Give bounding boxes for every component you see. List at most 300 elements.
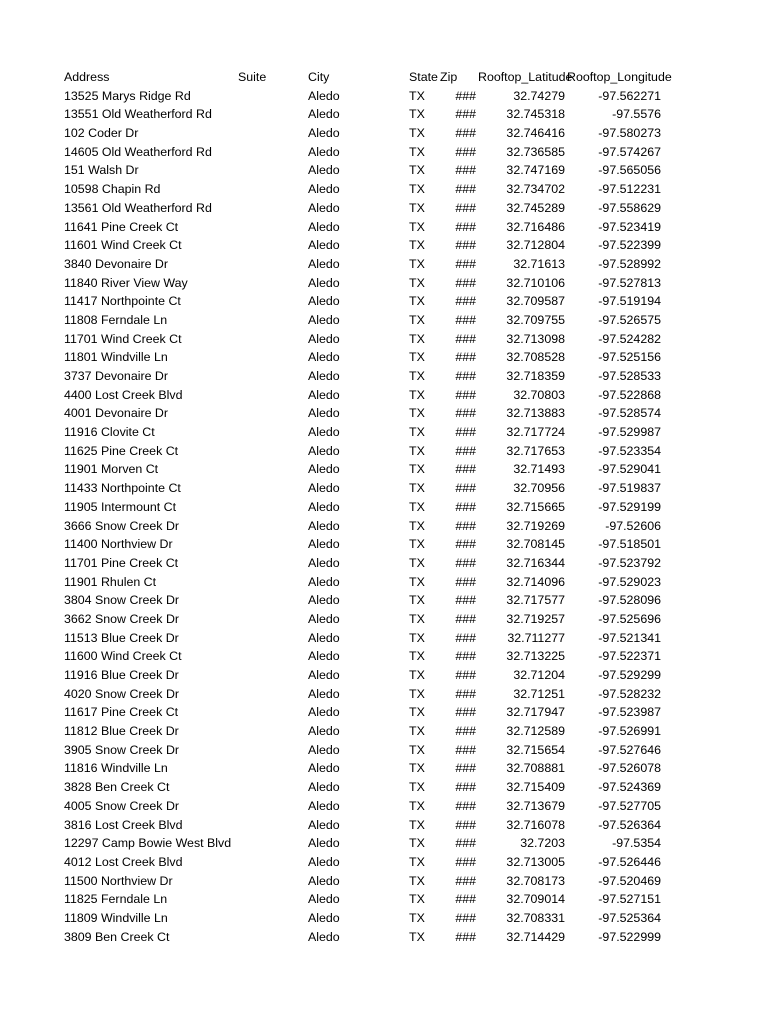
cell-latitude[interactable]: 32.709755: [506, 312, 565, 327]
cell-longitude[interactable]: -97.523354: [598, 443, 661, 458]
cell-longitude[interactable]: -97.520469: [598, 873, 661, 888]
cell-zip[interactable]: ###: [455, 537, 476, 552]
cell-zip[interactable]: ###: [455, 275, 476, 290]
cell-city[interactable]: Aledo: [308, 107, 340, 122]
cell-city[interactable]: Aledo: [308, 742, 340, 757]
cell-zip[interactable]: ###: [455, 742, 476, 757]
cell-longitude[interactable]: -97.526575: [598, 312, 661, 327]
cell-suite[interactable]: [238, 685, 304, 704]
cell-address[interactable]: 13525 Marys Ridge Rd: [64, 88, 191, 103]
cell-address[interactable]: 3905 Snow Creek Dr: [64, 742, 180, 757]
cell-state[interactable]: TX: [409, 406, 425, 421]
cell-city[interactable]: Aledo: [308, 294, 340, 309]
cell-zip[interactable]: ###: [455, 144, 476, 159]
cell-city[interactable]: Aledo: [308, 761, 340, 776]
cell-longitude[interactable]: -97.512231: [598, 182, 661, 197]
cell-longitude[interactable]: -97.529987: [598, 425, 661, 440]
cell-longitude[interactable]: -97.524369: [598, 780, 661, 795]
cell-address[interactable]: 14605 Old Weatherford Rd: [64, 144, 212, 159]
cell-zip[interactable]: ###: [455, 873, 476, 888]
cell-city[interactable]: Aledo: [308, 910, 340, 925]
cell-city[interactable]: Aledo: [308, 649, 340, 664]
cell-state[interactable]: TX: [409, 387, 425, 402]
cell-zip[interactable]: ###: [455, 182, 476, 197]
cell-city[interactable]: Aledo: [308, 331, 340, 346]
cell-address[interactable]: 11500 Northview Dr: [64, 873, 173, 888]
cell-latitude[interactable]: 32.71493: [513, 462, 565, 477]
cell-latitude[interactable]: 32.713883: [506, 406, 565, 421]
cell-city[interactable]: Aledo: [308, 537, 340, 552]
cell-address[interactable]: 3816 Lost Creek Blvd: [64, 817, 183, 832]
cell-zip[interactable]: ###: [455, 611, 476, 626]
cell-state[interactable]: TX: [409, 481, 425, 496]
cell-city[interactable]: Aledo: [308, 369, 340, 383]
cell-suite[interactable]: [238, 255, 304, 274]
cell-city[interactable]: Aledo: [308, 705, 340, 720]
cell-suite[interactable]: [238, 928, 304, 947]
cell-state[interactable]: TX: [409, 369, 425, 383]
cell-suite[interactable]: [238, 460, 304, 479]
cell-latitude[interactable]: 32.711277: [507, 630, 565, 645]
cell-city[interactable]: Aledo: [308, 126, 340, 141]
cell-city[interactable]: Aledo: [308, 88, 340, 103]
cell-city[interactable]: Aledo: [308, 686, 340, 701]
cell-address[interactable]: 11812 Blue Creek Dr: [64, 724, 179, 739]
cell-state[interactable]: TX: [409, 668, 425, 682]
cell-suite[interactable]: [238, 834, 304, 853]
header-longitude[interactable]: Rooftop_Longitude: [567, 70, 672, 84]
cell-suite[interactable]: [238, 87, 304, 106]
cell-zip[interactable]: ###: [455, 686, 476, 701]
cell-latitude[interactable]: 32.716486: [506, 219, 565, 234]
cell-city[interactable]: Aledo: [308, 817, 340, 832]
cell-state[interactable]: TX: [409, 574, 425, 589]
cell-longitude[interactable]: -97.519194: [598, 294, 661, 309]
cell-suite[interactable]: [238, 442, 304, 461]
cell-longitude[interactable]: -97.529199: [598, 499, 661, 514]
cell-suite[interactable]: [238, 348, 304, 367]
cell-suite[interactable]: [238, 629, 304, 648]
cell-suite[interactable]: [238, 610, 304, 629]
cell-zip[interactable]: ###: [455, 312, 476, 327]
cell-latitude[interactable]: 32.715409: [506, 780, 565, 795]
cell-zip[interactable]: ###: [455, 462, 476, 477]
cell-state[interactable]: TX: [409, 611, 425, 626]
cell-address[interactable]: 4400 Lost Creek Blvd: [64, 387, 183, 402]
cell-latitude[interactable]: 32.715665: [506, 499, 565, 514]
cell-suite[interactable]: [238, 330, 304, 349]
cell-address[interactable]: 151 Walsh Dr: [64, 163, 139, 178]
cell-suite[interactable]: [238, 236, 304, 255]
cell-zip[interactable]: ###: [455, 443, 476, 458]
cell-longitude[interactable]: -97.580273: [598, 126, 661, 141]
cell-longitude[interactable]: -97.565056: [598, 163, 661, 178]
cell-address[interactable]: 11417 Northpointe Ct: [64, 294, 181, 309]
cell-city[interactable]: Aledo: [308, 798, 340, 813]
cell-suite[interactable]: [238, 180, 304, 199]
cell-suite[interactable]: [238, 535, 304, 554]
cell-longitude[interactable]: -97.526446: [598, 854, 661, 869]
cell-city[interactable]: Aledo: [308, 892, 340, 907]
cell-address[interactable]: 11433 Northpointe Ct: [64, 481, 181, 496]
cell-city[interactable]: Aledo: [308, 312, 340, 327]
cell-state[interactable]: TX: [409, 555, 425, 570]
cell-suite[interactable]: [238, 890, 304, 909]
cell-state[interactable]: TX: [409, 294, 425, 309]
cell-latitude[interactable]: 32.71613: [513, 256, 565, 271]
cell-suite[interactable]: [238, 274, 304, 293]
cell-suite[interactable]: [238, 143, 304, 162]
cell-state[interactable]: TX: [409, 836, 425, 851]
cell-latitude[interactable]: 32.718359: [506, 369, 565, 383]
cell-address[interactable]: 12297 Camp Bowie West Blvd: [64, 836, 232, 851]
cell-suite[interactable]: [238, 367, 304, 386]
cell-latitude[interactable]: 32.713679: [506, 798, 565, 813]
cell-address[interactable]: 11601 Wind Creek Ct: [64, 238, 182, 253]
cell-longitude[interactable]: -97.528574: [598, 406, 661, 421]
cell-city[interactable]: Aledo: [308, 481, 340, 496]
cell-suite[interactable]: [238, 647, 304, 666]
cell-zip[interactable]: ###: [455, 817, 476, 832]
cell-latitude[interactable]: 32.708173: [506, 873, 565, 888]
cell-suite[interactable]: [238, 199, 304, 218]
cell-zip[interactable]: ###: [455, 649, 476, 664]
cell-suite[interactable]: [238, 498, 304, 517]
cell-longitude[interactable]: -97.524282: [598, 331, 661, 346]
cell-latitude[interactable]: 32.708528: [506, 350, 565, 365]
cell-longitude[interactable]: -97.522868: [598, 387, 661, 402]
cell-state[interactable]: TX: [409, 724, 425, 739]
cell-state[interactable]: TX: [409, 649, 425, 664]
cell-suite[interactable]: [238, 759, 304, 778]
cell-suite[interactable]: [238, 479, 304, 498]
cell-latitude[interactable]: 32.717724: [506, 425, 565, 440]
cell-latitude[interactable]: 32.712804: [506, 238, 565, 253]
cell-city[interactable]: Aledo: [308, 462, 340, 477]
cell-state[interactable]: TX: [409, 331, 425, 346]
cell-suite[interactable]: [238, 853, 304, 872]
cell-address[interactable]: 3737 Devonaire Dr: [64, 369, 169, 383]
cell-state[interactable]: TX: [409, 761, 425, 776]
cell-suite[interactable]: [238, 292, 304, 311]
cell-longitude[interactable]: -97.518501: [598, 537, 661, 552]
cell-longitude[interactable]: -97.529299: [598, 668, 661, 682]
cell-state[interactable]: TX: [409, 910, 425, 925]
cell-address[interactable]: 10598 Chapin Rd: [64, 182, 161, 197]
cell-suite[interactable]: [238, 218, 304, 237]
cell-state[interactable]: TX: [409, 873, 425, 888]
cell-city[interactable]: Aledo: [308, 499, 340, 514]
cell-city[interactable]: Aledo: [308, 854, 340, 869]
cell-latitude[interactable]: 32.715654: [506, 742, 565, 757]
cell-latitude[interactable]: 32.70803: [513, 387, 565, 402]
cell-longitude[interactable]: -97.52606: [605, 518, 661, 533]
cell-city[interactable]: Aledo: [308, 425, 340, 440]
cell-zip[interactable]: ###: [455, 425, 476, 440]
cell-state[interactable]: TX: [409, 144, 425, 159]
cell-latitude[interactable]: 32.709587: [506, 294, 565, 309]
cell-city[interactable]: Aledo: [308, 724, 340, 739]
cell-zip[interactable]: ###: [455, 836, 476, 851]
cell-zip[interactable]: ###: [455, 555, 476, 570]
cell-latitude[interactable]: 32.71204: [513, 668, 565, 682]
cell-address[interactable]: 11701 Pine Creek Ct: [64, 555, 179, 570]
cell-zip[interactable]: ###: [455, 107, 476, 122]
cell-state[interactable]: TX: [409, 425, 425, 440]
cell-state[interactable]: TX: [409, 443, 425, 458]
cell-longitude[interactable]: -97.528533: [598, 369, 661, 383]
cell-zip[interactable]: ###: [455, 761, 476, 776]
cell-suite[interactable]: [238, 554, 304, 573]
cell-zip[interactable]: ###: [455, 481, 476, 496]
cell-state[interactable]: TX: [409, 537, 425, 552]
cell-suite[interactable]: [238, 311, 304, 330]
cell-zip[interactable]: ###: [455, 294, 476, 309]
cell-latitude[interactable]: 32.708881: [506, 761, 565, 776]
cell-address[interactable]: 13561 Old Weatherford Rd: [64, 200, 212, 215]
cell-zip[interactable]: ###: [455, 724, 476, 739]
cell-city[interactable]: Aledo: [308, 182, 340, 197]
cell-zip[interactable]: ###: [455, 256, 476, 271]
cell-longitude[interactable]: -97.528992: [598, 256, 661, 271]
cell-longitude[interactable]: -97.519837: [598, 481, 661, 496]
cell-address[interactable]: 11816 Windville Ln: [64, 761, 168, 776]
cell-zip[interactable]: ###: [455, 163, 476, 178]
cell-zip[interactable]: ###: [455, 780, 476, 795]
cell-zip[interactable]: ###: [455, 892, 476, 907]
cell-latitude[interactable]: 32.709014: [506, 892, 565, 907]
cell-longitude[interactable]: -97.562271: [598, 88, 661, 103]
cell-suite[interactable]: [238, 591, 304, 610]
cell-address[interactable]: 4005 Snow Creek Dr: [64, 798, 180, 813]
cell-city[interactable]: Aledo: [308, 668, 340, 682]
header-zip[interactable]: Zip: [440, 70, 458, 84]
cell-zip[interactable]: ###: [455, 518, 476, 533]
cell-longitude[interactable]: -97.529041: [598, 462, 661, 477]
cell-longitude[interactable]: -97.528232: [598, 686, 661, 701]
cell-state[interactable]: TX: [409, 126, 425, 141]
cell-longitude[interactable]: -97.5576: [612, 107, 661, 122]
cell-suite[interactable]: [238, 703, 304, 722]
cell-zip[interactable]: ###: [455, 630, 476, 645]
header-state[interactable]: State: [409, 70, 438, 84]
cell-city[interactable]: Aledo: [308, 873, 340, 888]
cell-latitude[interactable]: 32.74279: [513, 88, 565, 103]
cell-longitude[interactable]: -97.525156: [598, 350, 661, 365]
cell-address[interactable]: 11916 Clovite Ct: [64, 425, 155, 440]
cell-address[interactable]: 11901 Morven Ct: [64, 462, 159, 477]
cell-state[interactable]: TX: [409, 350, 425, 365]
cell-latitude[interactable]: 32.713098: [506, 331, 565, 346]
header-address[interactable]: Address: [64, 70, 110, 84]
cell-zip[interactable]: ###: [455, 126, 476, 141]
cell-latitude[interactable]: 32.747169: [506, 163, 565, 178]
cell-city[interactable]: Aledo: [308, 443, 340, 458]
cell-address[interactable]: 11600 Wind Creek Ct: [64, 649, 182, 664]
cell-city[interactable]: Aledo: [308, 630, 340, 645]
cell-city[interactable]: Aledo: [308, 256, 340, 271]
cell-latitude[interactable]: 32.710106: [506, 275, 565, 290]
cell-zip[interactable]: ###: [455, 910, 476, 925]
cell-state[interactable]: TX: [409, 200, 425, 215]
cell-longitude[interactable]: -97.522999: [598, 929, 661, 944]
cell-address[interactable]: 11625 Pine Creek Ct: [64, 443, 179, 458]
cell-zip[interactable]: ###: [455, 593, 476, 608]
cell-zip[interactable]: ###: [455, 200, 476, 215]
cell-address[interactable]: 11400 Northview Dr: [64, 537, 173, 552]
cell-state[interactable]: TX: [409, 462, 425, 477]
cell-latitude[interactable]: 32.708331: [506, 910, 565, 925]
cell-suite[interactable]: [238, 105, 304, 124]
cell-city[interactable]: Aledo: [308, 929, 340, 944]
cell-city[interactable]: Aledo: [308, 163, 340, 178]
cell-latitude[interactable]: 32.717577: [506, 593, 565, 608]
cell-latitude[interactable]: 32.716344: [506, 555, 565, 570]
cell-zip[interactable]: ###: [455, 238, 476, 253]
cell-zip[interactable]: ###: [455, 499, 476, 514]
cell-longitude[interactable]: -97.523419: [598, 219, 661, 234]
cell-longitude[interactable]: -97.527151: [598, 892, 661, 907]
header-city[interactable]: City: [308, 70, 330, 84]
cell-zip[interactable]: ###: [455, 929, 476, 944]
cell-address[interactable]: 11905 Intermount Ct: [64, 499, 177, 514]
cell-latitude[interactable]: 32.712589: [506, 724, 565, 739]
cell-longitude[interactable]: -97.526991: [598, 724, 661, 739]
cell-latitude[interactable]: 32.734702: [506, 182, 565, 197]
cell-address[interactable]: 3809 Ben Creek Ct: [64, 929, 170, 944]
cell-state[interactable]: TX: [409, 275, 425, 290]
cell-address[interactable]: 13551 Old Weatherford Rd: [64, 107, 212, 122]
cell-state[interactable]: TX: [409, 219, 425, 234]
cell-latitude[interactable]: 32.719257: [506, 611, 565, 626]
cell-state[interactable]: TX: [409, 742, 425, 757]
cell-address[interactable]: 11641 Pine Creek Ct: [64, 219, 179, 234]
cell-longitude[interactable]: -97.558629: [598, 200, 661, 215]
cell-city[interactable]: Aledo: [308, 350, 340, 365]
cell-address[interactable]: 4012 Lost Creek Blvd: [64, 854, 183, 869]
cell-suite[interactable]: [238, 778, 304, 797]
cell-latitude[interactable]: 32.70956: [513, 481, 565, 496]
cell-zip[interactable]: ###: [455, 387, 476, 402]
cell-state[interactable]: TX: [409, 892, 425, 907]
cell-address[interactable]: 3666 Snow Creek Dr: [64, 518, 180, 533]
cell-zip[interactable]: ###: [455, 705, 476, 720]
cell-latitude[interactable]: 32.71251: [513, 686, 565, 701]
cell-address[interactable]: 11617 Pine Creek Ct: [64, 705, 179, 720]
cell-address[interactable]: 11916 Blue Creek Dr: [64, 668, 179, 682]
cell-city[interactable]: Aledo: [308, 406, 340, 421]
cell-zip[interactable]: ###: [455, 574, 476, 589]
cell-city[interactable]: Aledo: [308, 238, 340, 253]
cell-zip[interactable]: ###: [455, 219, 476, 234]
cell-latitude[interactable]: 32.745318: [506, 107, 565, 122]
cell-state[interactable]: TX: [409, 182, 425, 197]
cell-state[interactable]: TX: [409, 854, 425, 869]
cell-state[interactable]: TX: [409, 705, 425, 720]
cell-city[interactable]: Aledo: [308, 219, 340, 234]
cell-suite[interactable]: [238, 872, 304, 891]
cell-zip[interactable]: ###: [455, 88, 476, 103]
cell-latitude[interactable]: 32.719269: [506, 518, 565, 533]
cell-suite[interactable]: [238, 741, 304, 760]
cell-address[interactable]: 102 Coder Dr: [64, 126, 139, 141]
cell-address[interactable]: 11840 River View Way: [64, 275, 188, 290]
cell-longitude[interactable]: -97.522399: [598, 238, 661, 253]
cell-state[interactable]: TX: [409, 238, 425, 253]
cell-suite[interactable]: [238, 573, 304, 592]
cell-address[interactable]: 4001 Devonaire Dr: [64, 406, 169, 421]
cell-latitude[interactable]: 32.708145: [506, 537, 565, 552]
cell-state[interactable]: TX: [409, 780, 425, 795]
cell-longitude[interactable]: -97.522371: [598, 649, 661, 664]
cell-suite[interactable]: [238, 423, 304, 442]
cell-suite[interactable]: [238, 666, 304, 685]
cell-zip[interactable]: ###: [455, 854, 476, 869]
cell-address[interactable]: 3828 Ben Creek Ct: [64, 780, 170, 795]
cell-latitude[interactable]: 32.7203: [520, 836, 565, 851]
cell-longitude[interactable]: -97.574267: [598, 144, 661, 159]
cell-address[interactable]: 11513 Blue Creek Dr: [64, 630, 179, 645]
cell-city[interactable]: Aledo: [308, 518, 340, 533]
cell-address[interactable]: 11825 Ferndale Ln: [64, 892, 168, 907]
cell-suite[interactable]: [238, 722, 304, 741]
cell-city[interactable]: Aledo: [308, 780, 340, 795]
cell-zip[interactable]: ###: [455, 798, 476, 813]
cell-state[interactable]: TX: [409, 593, 425, 608]
cell-zip[interactable]: ###: [455, 331, 476, 346]
cell-zip[interactable]: ###: [455, 406, 476, 421]
cell-address[interactable]: 11901 Rhulen Ct: [64, 574, 157, 589]
cell-longitude[interactable]: -97.525364: [598, 910, 661, 925]
cell-address[interactable]: 3804 Snow Creek Dr: [64, 593, 180, 608]
cell-longitude[interactable]: -97.525696: [598, 611, 661, 626]
cell-suite[interactable]: [238, 404, 304, 423]
cell-suite[interactable]: [238, 797, 304, 816]
cell-longitude[interactable]: -97.527646: [598, 742, 661, 757]
cell-city[interactable]: Aledo: [308, 593, 340, 608]
cell-state[interactable]: TX: [409, 499, 425, 514]
cell-longitude[interactable]: -97.526364: [598, 817, 661, 832]
cell-address[interactable]: 11809 Windville Ln: [64, 910, 168, 925]
cell-latitude[interactable]: 32.716078: [506, 817, 565, 832]
cell-state[interactable]: TX: [409, 107, 425, 122]
cell-city[interactable]: Aledo: [308, 275, 340, 290]
cell-longitude[interactable]: -97.529023: [598, 574, 661, 589]
cell-city[interactable]: Aledo: [308, 387, 340, 402]
cell-city[interactable]: Aledo: [308, 555, 340, 570]
header-suite[interactable]: Suite: [238, 70, 267, 84]
cell-longitude[interactable]: -97.521341: [598, 630, 661, 645]
cell-state[interactable]: TX: [409, 312, 425, 327]
cell-longitude[interactable]: -97.527705: [598, 798, 661, 813]
cell-latitude[interactable]: 32.713225: [506, 649, 565, 664]
cell-state[interactable]: TX: [409, 798, 425, 813]
cell-suite[interactable]: [238, 517, 304, 536]
cell-longitude[interactable]: -97.5354: [612, 836, 661, 851]
cell-address[interactable]: 4020 Snow Creek Dr: [64, 686, 180, 701]
cell-state[interactable]: TX: [409, 686, 425, 701]
cell-state[interactable]: TX: [409, 630, 425, 645]
cell-address[interactable]: 3662 Snow Creek Dr: [64, 611, 180, 626]
cell-zip[interactable]: ###: [455, 350, 476, 365]
cell-latitude[interactable]: 32.745289: [506, 200, 565, 215]
cell-state[interactable]: TX: [409, 256, 425, 271]
cell-address[interactable]: 11701 Wind Creek Ct: [64, 331, 182, 346]
cell-longitude[interactable]: -97.523987: [598, 705, 661, 720]
cell-suite[interactable]: [238, 161, 304, 180]
cell-address[interactable]: 11801 Windville Ln: [64, 350, 168, 365]
header-latitude[interactable]: Rooftop_Latitude: [478, 70, 573, 84]
